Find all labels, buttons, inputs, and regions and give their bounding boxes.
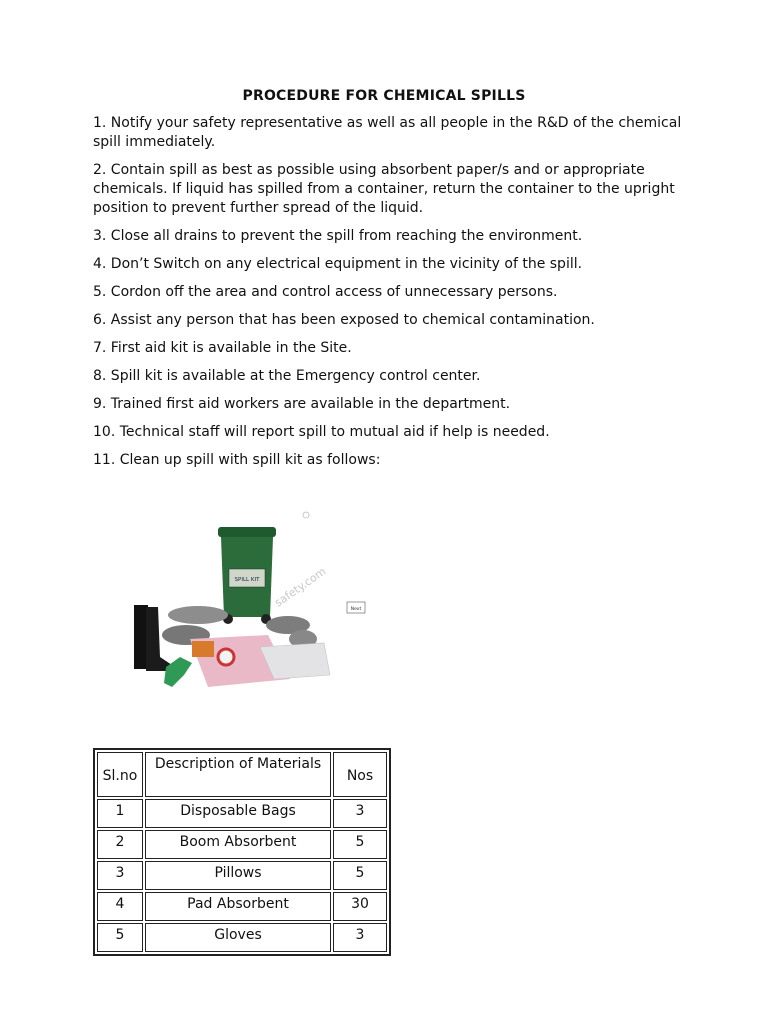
- caution-tape-icon: [218, 649, 234, 665]
- procedure-steps: [93, 114, 683, 479]
- next-tag-label: Next: [350, 607, 362, 612]
- cell-sl-no: 2: [97, 830, 143, 859]
- cell-nos: 5: [333, 861, 387, 890]
- step-item: 3. Close all drains to prevent the spill from reaching the environment.: [93, 228, 583, 244]
- cell-sl-no: 5: [97, 923, 143, 952]
- step-item: 7. First aid kit is available in the Site.: [93, 340, 352, 356]
- step-item: 6. Assist any person that has been exposed to chemical contamination.: [93, 312, 595, 328]
- table-row: [97, 892, 387, 921]
- wheelie-bin-icon: [218, 527, 276, 624]
- next-tag: [347, 602, 365, 613]
- cell-nos: 5: [333, 830, 387, 859]
- step-item: 2. Contain spill as best as possible using absorbent paper/s and or appropriate chemicals. If liquid has spilled from a container, return the container to the upright position to prevent further spread of the liquid.: [93, 162, 675, 216]
- kit-box-icon: [192, 641, 214, 657]
- cell-description: Pad Absorbent: [145, 892, 331, 921]
- bin-label: SPILL KIT: [234, 577, 260, 583]
- step-item: 4. Don’t Switch on any electrical equipment in the vicinity of the spill.: [93, 256, 583, 272]
- gloves-icon: [164, 657, 192, 687]
- cell-description: Disposable Bags: [145, 799, 331, 828]
- step-item: 8. Spill kit is available at the Emergency control center.: [93, 368, 481, 384]
- table-row: [97, 799, 387, 828]
- cell-sl-no: 4: [97, 892, 143, 921]
- table-row: [97, 861, 387, 890]
- step-item: 11. Clean up spill with spill kit as follows:: [93, 452, 381, 468]
- header-nos: Nos: [333, 752, 387, 797]
- table-row: [97, 923, 387, 952]
- document-title: PROCEDURE FOR CHEMICAL SPILLS: [242, 88, 526, 104]
- header-sl-no: Sl.no: [97, 752, 143, 797]
- cell-description: Pillows: [145, 861, 331, 890]
- cell-nos: 3: [333, 799, 387, 828]
- step-item: 5. Cordon off the area and control access of unnecessary persons.: [93, 284, 558, 300]
- table-row: [97, 830, 387, 859]
- spill-kit-photo: [128, 507, 368, 697]
- spill-kit-table: [93, 748, 391, 956]
- cell-sl-no: 3: [97, 861, 143, 890]
- cell-sl-no: 1: [97, 799, 143, 828]
- registered-mark-icon: [303, 512, 309, 518]
- header-description: Description of Materials: [145, 752, 331, 797]
- watermark-text: safety.com: [272, 564, 329, 610]
- cell-nos: 30: [333, 892, 387, 921]
- cell-nos: 3: [333, 923, 387, 952]
- step-item: 1. Notify your safety representative as well as all people in the R&D of the chemical spill immediately.: [93, 115, 682, 150]
- cell-description: Gloves: [145, 923, 331, 952]
- step-item: 9. Trained first aid workers are available in the department.: [93, 396, 511, 412]
- cell-description: Boom Absorbent: [145, 830, 331, 859]
- table-header-row: [97, 752, 387, 797]
- step-item: 10. Technical staff will report spill to mutual aid if help is needed.: [93, 424, 550, 440]
